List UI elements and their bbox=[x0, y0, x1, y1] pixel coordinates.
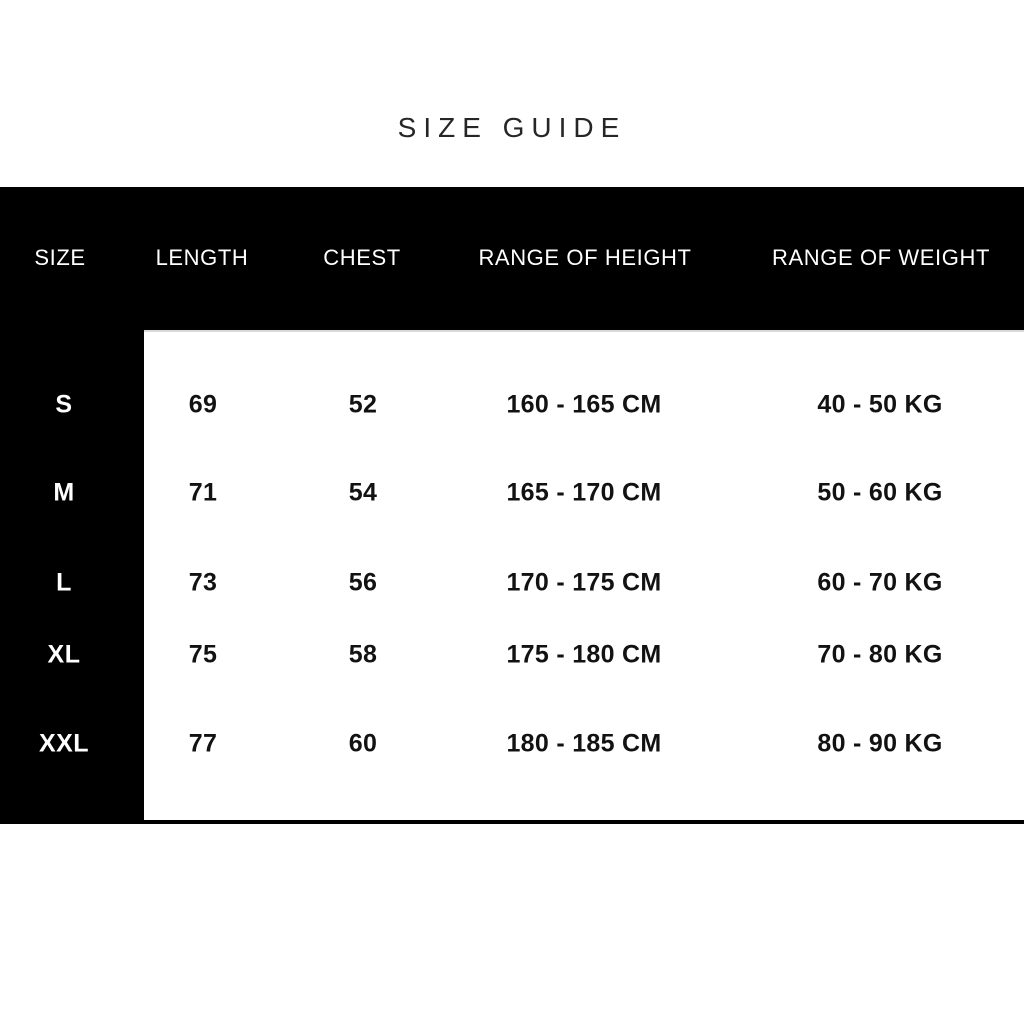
page-title: SIZE GUIDE bbox=[397, 112, 627, 143]
size-label-xl: XL bbox=[47, 640, 81, 669]
column-header-chest: CHEST bbox=[323, 245, 401, 270]
table-cell: 180 - 185 CM bbox=[506, 729, 662, 758]
table-cell: 56 bbox=[348, 568, 378, 597]
table-cell: 69 bbox=[188, 390, 218, 419]
table-cell: 77 bbox=[188, 729, 218, 758]
table-cell: 160 - 165 CM bbox=[506, 390, 662, 419]
table-cell: 54 bbox=[348, 478, 378, 507]
table-cell: 58 bbox=[348, 640, 378, 669]
table-cell: 60 bbox=[348, 729, 378, 758]
table-cell: 165 - 170 CM bbox=[506, 478, 662, 507]
size-label-xxl: XXL bbox=[38, 729, 90, 758]
table-cell: 75 bbox=[188, 640, 218, 669]
column-header-range-of-weight: RANGE OF WEIGHT bbox=[772, 245, 990, 270]
column-header-range-of-height: RANGE OF HEIGHT bbox=[478, 245, 692, 270]
size-label-m: M bbox=[53, 478, 75, 507]
column-header-size: SIZE bbox=[34, 245, 86, 270]
column-header-length: LENGTH bbox=[155, 245, 249, 270]
size-label-l: L bbox=[56, 568, 72, 597]
table-cell: 73 bbox=[188, 568, 218, 597]
table-cell: 40 - 50 KG bbox=[817, 390, 943, 419]
size-label-s: S bbox=[55, 390, 73, 419]
table-cell: 170 - 175 CM bbox=[506, 568, 662, 597]
table-cell: 60 - 70 KG bbox=[817, 568, 943, 597]
table-cell: 175 - 180 CM bbox=[506, 640, 662, 669]
table-cell: 71 bbox=[188, 478, 218, 507]
table-cell: 52 bbox=[348, 390, 378, 419]
table-cell: 50 - 60 KG bbox=[817, 478, 943, 507]
table-cell: 70 - 80 KG bbox=[817, 640, 943, 669]
table-cell: 80 - 90 KG bbox=[817, 729, 943, 758]
